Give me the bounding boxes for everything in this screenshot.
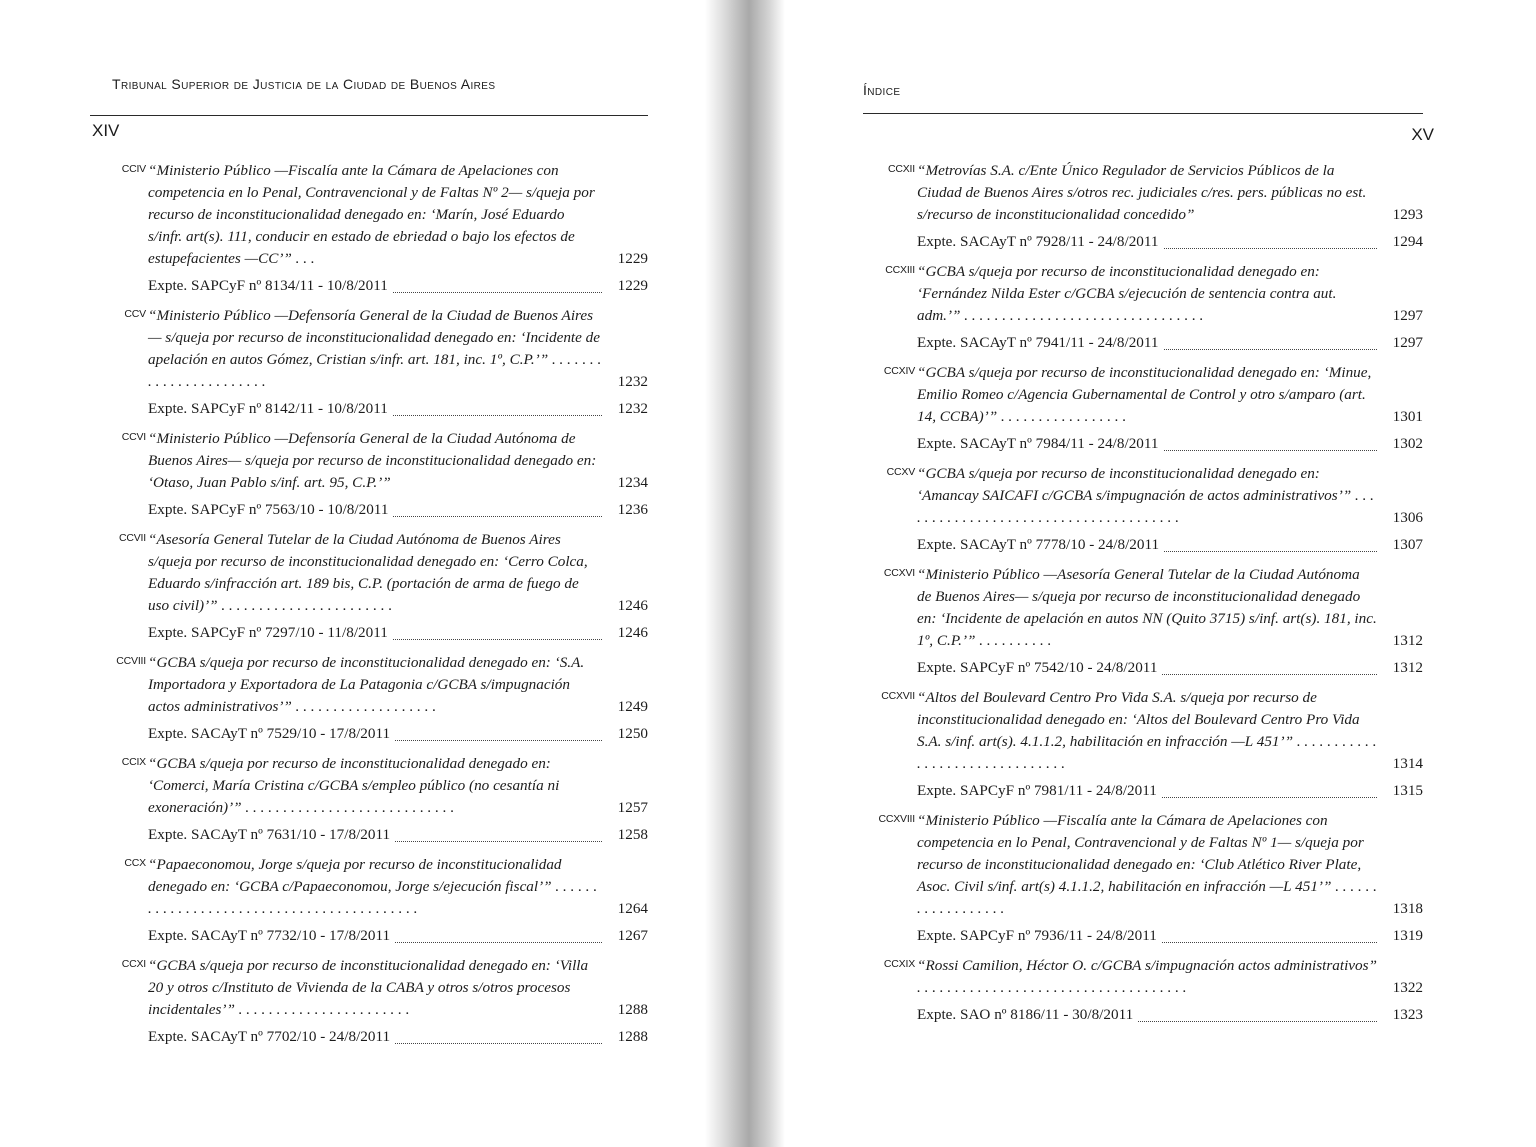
index-entry [877, 160, 1423, 253]
index-entry [877, 687, 1423, 802]
entry-expte-page: 1312 [1392, 659, 1423, 676]
entry-caption-text: “GCBA s/queja por recurso de inconstitucionalidad denegado en: ‘Minue, Emilio Romeo c/Agencia Gubernamental de Control y otro s/amparo (art. 14, CCBA)’” . . . . . . . . . . . . . . . . . [917, 364, 1372, 425]
entry-caption-text: “Ministerio Público —Defensoría General de la Ciudad Autónoma de Buenos Aires— s/queja por recurso de inconstitucionalidad denegado en: ‘Otaso, Juan Pablo s/inf. art. 95, C.P.’” [148, 430, 597, 491]
entry-caption-text: “Ministerio Público —Asesoría General Tutelar de la Ciudad Autónoma de Buenos Aires— s/queja por recurso de inconstitucionalidad denegado en: ‘Incidente de apelación en autos NN (Quito 3715) s/inf. art(s). 181, inc. 1º, C.P.’” . . . . . . . . . . [917, 566, 1377, 649]
entry-page-number: 1314 [1392, 755, 1423, 772]
entry-expte-page: 1302 [1392, 435, 1423, 452]
entry-caption [148, 955, 648, 1021]
entry-expte: Expte. SACAyT nº 7732/10 - 17/8/2011 [148, 927, 394, 944]
entry-expte-page: 1297 [1392, 334, 1423, 351]
header-rule [90, 115, 648, 116]
index-entries [877, 160, 1423, 1034]
entry-caption-text: “Asesoría General Tutelar de la Ciudad Autónoma de Buenos Aires s/queja por recurso de inconstitucionalidad denegado en: ‘Cerro Colca, Eduardo s/infracción art. 189 bis, C.P. (portación de arma de fuego de uso civil)’” . . . . . . . . . . . . . . . . . . . . . . . [148, 531, 588, 614]
entry-expte: Expte. SACAyT nº 7941/11 - 24/8/2011 [917, 334, 1163, 351]
entry-caption [148, 529, 648, 617]
entry-number: CCXVII [881, 690, 915, 702]
entry-expte-page: 1315 [1392, 782, 1423, 799]
entry-number: CCVI [121, 431, 146, 443]
index-entry [108, 955, 648, 1048]
entry-body [917, 463, 1423, 556]
page-folio: XIV [92, 121, 120, 140]
entry-caption [148, 652, 648, 718]
entry-expte-page: 1323 [1392, 1006, 1423, 1023]
entry-expte-page: 1229 [617, 277, 648, 294]
entry-page-number: 1293 [1392, 206, 1423, 223]
entry-expte-line [917, 657, 1423, 679]
entry-number: CCX [124, 857, 146, 869]
entry-expte-line [917, 780, 1423, 802]
entry-expte: Expte. SAPCyF nº 8142/11 - 10/8/2011 [148, 400, 392, 417]
entry-page-number: 1257 [617, 799, 648, 816]
entry-body [148, 160, 648, 297]
entry-expte-page: 1319 [1392, 927, 1423, 944]
entry-body [917, 687, 1423, 802]
entry-body [148, 305, 648, 420]
entry-caption-text: “Ministerio Público —Fiscalía ante la Cámara de Apelaciones con competencia en lo Penal, Contravencional y de Faltas Nº 1— s/queja por recurso de inconstitucionalidad denegado en: ‘Club Atlético River Plate, Asoc. Civil s/inf. art(s) 4.1.1.2, habilitación en infracción —L 451’” . . . . . . . . . . . . . . . . . . [917, 812, 1377, 917]
entry-expte-line [917, 332, 1423, 354]
entry-expte: Expte. SACAyT nº 7928/11 - 24/8/2011 [917, 233, 1163, 250]
entry-expte-line [917, 534, 1423, 556]
entry-caption [917, 463, 1423, 529]
entry-number: CCVII [118, 532, 146, 544]
entry-expte-page: 1236 [617, 501, 648, 518]
running-head: Índice [863, 82, 901, 98]
entry-expte-page: 1246 [617, 624, 648, 641]
entry-number: CCIX [121, 756, 146, 768]
index-entry [877, 955, 1423, 1026]
entry-expte-page: 1288 [617, 1028, 648, 1045]
entry-body [148, 652, 648, 745]
entry-page-number: 1312 [1392, 632, 1423, 649]
entry-expte-page: 1294 [1392, 233, 1423, 250]
index-entry [877, 564, 1423, 679]
entry-expte: Expte. SACAyT nº 7778/10 - 24/8/2011 [917, 536, 1163, 553]
entry-number: CCV [124, 308, 146, 320]
entry-page-number: 1297 [1392, 307, 1423, 324]
entry-body [917, 362, 1423, 455]
entry-expte-page: 1267 [617, 927, 648, 944]
index-entry [108, 428, 648, 521]
entry-body [148, 955, 648, 1048]
header-rule [863, 113, 1423, 114]
index-entries [108, 160, 648, 1056]
entry-body [148, 428, 648, 521]
entry-body [917, 810, 1423, 947]
entry-caption-text: “Metrovías S.A. c/Ente Único Regulador de Servicios Públicos de la Ciudad de Buenos Aires s/otros rec. judiciales c/res. pers. públicas no est. s/recurso de inconstitucionalidad concedido” [917, 162, 1367, 223]
entry-number: CCIV [121, 163, 146, 175]
index-entry [108, 854, 648, 947]
entry-expte-line [148, 499, 648, 521]
entry-expte-line [148, 275, 648, 297]
entry-number: CCVIII [116, 655, 146, 667]
entry-expte-line [148, 723, 648, 745]
index-entry [108, 305, 648, 420]
entry-expte-page: 1250 [617, 725, 648, 742]
entry-number: CCXI [121, 958, 146, 970]
entry-expte: Expte. SACAyT nº 7631/10 - 17/8/2011 [148, 826, 394, 843]
entry-expte: Expte. SAPCyF nº 7542/10 - 24/8/2011 [917, 659, 1161, 676]
entry-body [917, 160, 1423, 253]
entry-body [148, 854, 648, 947]
entry-caption [148, 854, 648, 920]
index-entry [108, 160, 648, 297]
entry-expte-line [917, 433, 1423, 455]
entry-page-number: 1246 [617, 597, 648, 614]
entry-caption [148, 160, 648, 270]
entry-caption [917, 687, 1423, 775]
entry-body [917, 261, 1423, 354]
right-page [785, 0, 1536, 1147]
entry-expte-line [917, 231, 1423, 253]
entry-caption-text: “GCBA s/queja por recurso de inconstitucionalidad denegado en: ‘Villa 20 y otros c/Instituto de Vivienda de la CABA y otros s/otros procesos incidentales’” . . . . . . . . . . . . . . . . . . . . . . . [148, 957, 589, 1018]
entry-caption-text: “Ministerio Público —Defensoría General de la Ciudad de Buenos Aires— s/queja por recurso de inconstitucionalidad denegado en: ‘Incidente de apelación en autos Gómez, Cristian s/infr. art. 181, inc. 1º, C.P.’” . . . . . . . . . . . . . . . . . . . . . . . [148, 307, 602, 390]
entry-number: CCXIV [883, 365, 915, 377]
entry-caption-text: “GCBA s/queja por recurso de inconstitucionalidad denegado en: ‘Amancay SAICAFI c/GCBA s/impugnación de actos administrativos’” . . . . . . . . . . . . . . . . . . . . . . . . . . . . . . . . . . . . . . [917, 465, 1374, 526]
entry-expte: Expte. SAPCyF nº 7981/11 - 24/8/2011 [917, 782, 1161, 799]
entry-expte-line [148, 622, 648, 644]
entry-expte: Expte. SAPCyF nº 7936/11 - 24/8/2011 [917, 927, 1161, 944]
entry-caption [917, 955, 1423, 999]
entry-expte-line [148, 925, 648, 947]
book-gutter-shadow [705, 0, 785, 1147]
entry-body [917, 564, 1423, 679]
entry-caption [917, 160, 1423, 226]
index-entry [108, 753, 648, 846]
entry-body [148, 529, 648, 644]
entry-page-number: 1229 [617, 250, 648, 267]
entry-caption-text: “Papaeconomou, Jorge s/queja por recurso de inconstitucionalidad denegado en: ‘GCBA c/Papaeconomou, Jorge s/ejecución fiscal’” . . . . . . . . . . . . . . . . . . . . . . . . . . . . . . . . . . . . . . . . . . [148, 856, 598, 917]
entry-caption-text: “Altos del Boulevard Centro Pro Vida S.A. s/queja por recurso de inconstitucionalidad denegado en: ‘Altos del Boulevard Centro Pro Vida S.A. s/inf. art(s). 4.1.1.2, habilitación en infracción —L 451’” . . . . . . . . . . . . . . . . . . . . . . . . . . . . . . . [917, 689, 1377, 772]
entry-number: CCXVIII [878, 813, 915, 825]
entry-caption [917, 564, 1423, 652]
entry-page-number: 1322 [1392, 979, 1423, 996]
entry-page-number: 1234 [617, 474, 648, 491]
entry-number: CCXIX [883, 958, 915, 970]
entry-expte: Expte. SACAyT nº 7529/10 - 17/8/2011 [148, 725, 394, 742]
entry-caption-text: “GCBA s/queja por recurso de inconstitucionalidad denegado en: ‘Fernández Nilda Ester c/GCBA s/ejecución de sentencia contra aut. adm.’” . . . . . . . . . . . . . . . . . . . . . . . . . . . . . . . . [917, 263, 1337, 324]
entry-page-number: 1318 [1392, 900, 1423, 917]
entry-caption [917, 261, 1423, 327]
entry-expte-page: 1307 [1392, 536, 1423, 553]
entry-expte: Expte. SACAyT nº 7702/10 - 24/8/2011 [148, 1028, 394, 1045]
entry-number: CCXII [887, 163, 915, 175]
entry-page-number: 1232 [617, 373, 648, 390]
index-entry [108, 529, 648, 644]
entry-expte: Expte. SAPCyF nº 7563/10 - 10/8/2011 [148, 501, 392, 518]
left-page [0, 0, 705, 1147]
entry-body [148, 753, 648, 846]
entry-expte: Expte. SAO nº 8186/11 - 30/8/2011 [917, 1006, 1137, 1023]
entry-number: CCXVI [883, 567, 915, 579]
entry-number: CCXV [886, 466, 915, 478]
entry-expte-page: 1232 [617, 400, 648, 417]
entry-caption [917, 810, 1423, 920]
entry-expte-page: 1258 [617, 826, 648, 843]
entry-expte: Expte. SAPCyF nº 8134/11 - 10/8/2011 [148, 277, 392, 294]
entry-page-number: 1301 [1392, 408, 1423, 425]
index-entry [877, 810, 1423, 947]
entry-page-number: 1306 [1392, 509, 1423, 526]
page-folio: XV [1411, 125, 1434, 144]
entry-caption [148, 428, 648, 494]
entry-caption-text: “Rossi Camilion, Héctor O. c/GCBA s/impugnación actos administrativos” . . . . . . . . . . . . . . . . . . . . . . . . . . . . . . . . . . . . [917, 957, 1377, 996]
entry-number: CCXIII [885, 264, 915, 276]
entry-caption [148, 305, 648, 393]
entry-expte-line [148, 398, 648, 420]
entry-body [917, 955, 1423, 1026]
entry-caption [917, 362, 1423, 428]
entry-page-number: 1249 [617, 698, 648, 715]
index-entry [108, 652, 648, 745]
entry-expte-line [148, 1026, 648, 1048]
entry-expte: Expte. SACAyT nº 7984/11 - 24/8/2011 [917, 435, 1163, 452]
entry-caption-text: “GCBA s/queja por recurso de inconstitucionalidad denegado en: ‘Comerci, María Cristina c/GCBA s/empleo público (no cesantía ni exoneración)’” . . . . . . . . . . . . . . . . . . . . . . . . . . . . [148, 755, 560, 816]
entry-caption-text: “GCBA s/queja por recurso de inconstitucionalidad denegado en: ‘S.A. Importadora y Exportadora de La Patagonia c/GCBA s/impugnación actos administrativos’” . . . . . . . . . . . . . . . . . . . [148, 654, 585, 715]
index-entry [877, 362, 1423, 455]
entry-page-number: 1288 [617, 1001, 648, 1018]
entry-caption-text: “Ministerio Público —Fiscalía ante la Cámara de Apelaciones con competencia en lo Penal, Contravencional y de Faltas Nº 2— s/queja por recurso de inconstitucionalidad denegado en: ‘Marín, José Eduardo s/infr. art(s). 111, conducir en estado de ebriedad o bajo los efectos de estupefacientes —CC’” . . . [148, 162, 595, 267]
entry-expte-line [148, 824, 648, 846]
index-entry [877, 261, 1423, 354]
entry-expte: Expte. SAPCyF nº 7297/10 - 11/8/2011 [148, 624, 392, 641]
entry-expte-line [917, 1004, 1423, 1026]
entry-expte-line [917, 925, 1423, 947]
entry-page-number: 1264 [617, 900, 648, 917]
entry-caption [148, 753, 648, 819]
running-head: Tribunal Superior de Justicia de la Ciudad de Buenos Aires [112, 76, 496, 92]
index-entry [877, 463, 1423, 556]
